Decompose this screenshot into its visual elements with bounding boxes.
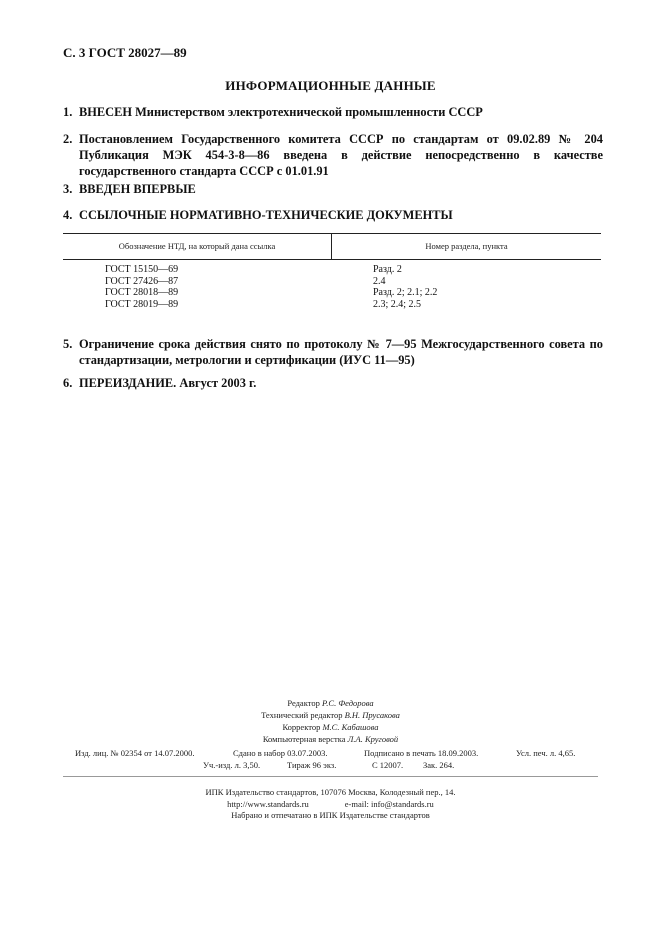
publisher-contacts xyxy=(0,799,661,811)
publication-print-sheets: Усл. печ. л. 4,65. xyxy=(516,748,576,758)
item-number: 4. xyxy=(63,208,73,222)
credits-block xyxy=(0,697,661,745)
info-item-6 xyxy=(63,375,603,391)
info-item-2 xyxy=(63,131,603,179)
table-header-rule xyxy=(63,259,601,260)
item-number: 6. xyxy=(63,376,73,390)
publication-order: Зак. 264. xyxy=(423,760,455,770)
publisher-footer xyxy=(0,787,661,822)
table-top-rule xyxy=(63,233,601,234)
info-item-3 xyxy=(63,181,603,197)
credit-role: Технический редактор xyxy=(261,710,343,720)
item-text: ВВЕДЕН ВПЕРВЫЕ xyxy=(79,182,196,196)
credit-role: Компьютерная верстка xyxy=(262,734,346,744)
publication-code: С 12007. xyxy=(372,760,404,770)
credit-name: Л.А. Круговой xyxy=(347,734,399,744)
table-row xyxy=(63,276,601,288)
page-header: С. 3 ГОСТ 28027—89 xyxy=(63,45,187,60)
info-item-4 xyxy=(63,207,603,223)
publisher-website[interactable]: http://www.standards.ru xyxy=(227,798,309,809)
credit-layout xyxy=(0,733,661,745)
cell-section: Разд. 2 xyxy=(373,264,402,275)
credit-name: В.Н. Прусакова xyxy=(344,710,400,720)
publication-signed-date: Подписано в печать 18.09.2003. xyxy=(364,748,479,758)
item-number: 5. xyxy=(63,337,73,351)
item-number: 1. xyxy=(63,105,73,119)
cell-designation: ГОСТ 27426—87 xyxy=(105,275,179,287)
table-header-section: Номер раздела, пункта xyxy=(425,241,508,251)
cell-designation: ГОСТ 28019—89 xyxy=(105,298,179,310)
cell-designation: ГОСТ 15150—69 xyxy=(105,264,179,275)
footer-divider xyxy=(63,776,598,777)
printing-note: Набрано и отпечатано в ИПК Издательстве стандартов xyxy=(231,810,430,820)
credit-name: М.С. Кабашова xyxy=(322,722,379,732)
publication-edit-sheets: Уч.-изд. л. 3,50. xyxy=(203,760,261,770)
info-item-1 xyxy=(63,104,603,120)
item-text: ССЫЛОЧНЫЕ НОРМАТИВНО-ТЕХНИЧЕСКИЕ ДОКУМЕНТЫ xyxy=(79,208,453,222)
item-text: Ограничение срока действия снято по протоколу № 7—95 Межгосударственного совета по стандартизации, метрологии и сертификации (ИУС 11—95) xyxy=(79,337,603,367)
cell-section: Разд. 2; 2.1; 2.2 xyxy=(373,287,438,298)
cell-section: 2.4 xyxy=(373,275,386,287)
item-text: ВНЕСЕН Министерством электротехнической промышленности СССР xyxy=(79,105,483,119)
credit-tech-editor xyxy=(0,709,661,721)
publication-license: Изд. лиц. № 02354 от 14.07.2000. xyxy=(75,748,195,758)
credit-role: Редактор xyxy=(287,698,320,708)
item-number: 3. xyxy=(63,182,73,196)
item-text: Постановлением Государственного комитета СССР по стандартам от 09.02.89 № 204 Публикация МЭК 454-3-8—86 введена в действие непосредственно в качестве государственного стандарта СССР с 01.01.91 xyxy=(79,132,603,178)
item-text: ПЕРЕИЗДАНИЕ. Август 2003 г. xyxy=(79,376,257,390)
cell-section: 2.3; 2.4; 2.5 xyxy=(373,298,422,310)
publisher-email[interactable]: e-mail: info@standards.ru xyxy=(344,798,434,809)
credit-role: Корректор xyxy=(282,722,321,732)
publication-circulation: Тираж 96 экз. xyxy=(287,760,337,770)
table-row xyxy=(63,299,601,311)
credit-name: Р.С. Федорова xyxy=(321,698,374,708)
info-item-5 xyxy=(63,336,603,368)
credit-corrector xyxy=(0,721,661,733)
section-title: ИНФОРМАЦИОННЫЕ ДАННЫЕ xyxy=(225,78,436,93)
table-body xyxy=(63,264,601,310)
table-row xyxy=(63,264,601,276)
publication-typeset-date: Сдано в набор 03.07.2003. xyxy=(233,748,328,758)
credit-editor xyxy=(0,697,661,709)
item-number: 2. xyxy=(63,132,73,146)
table-header-designation: Обозначение НТД, на который дана ссылка xyxy=(118,241,276,251)
publisher-address: ИПК Издательство стандартов, 107076 Москва, Колодезный пер., 14. xyxy=(205,787,456,797)
table-row xyxy=(63,287,601,299)
cell-designation: ГОСТ 28018—89 xyxy=(105,287,179,298)
